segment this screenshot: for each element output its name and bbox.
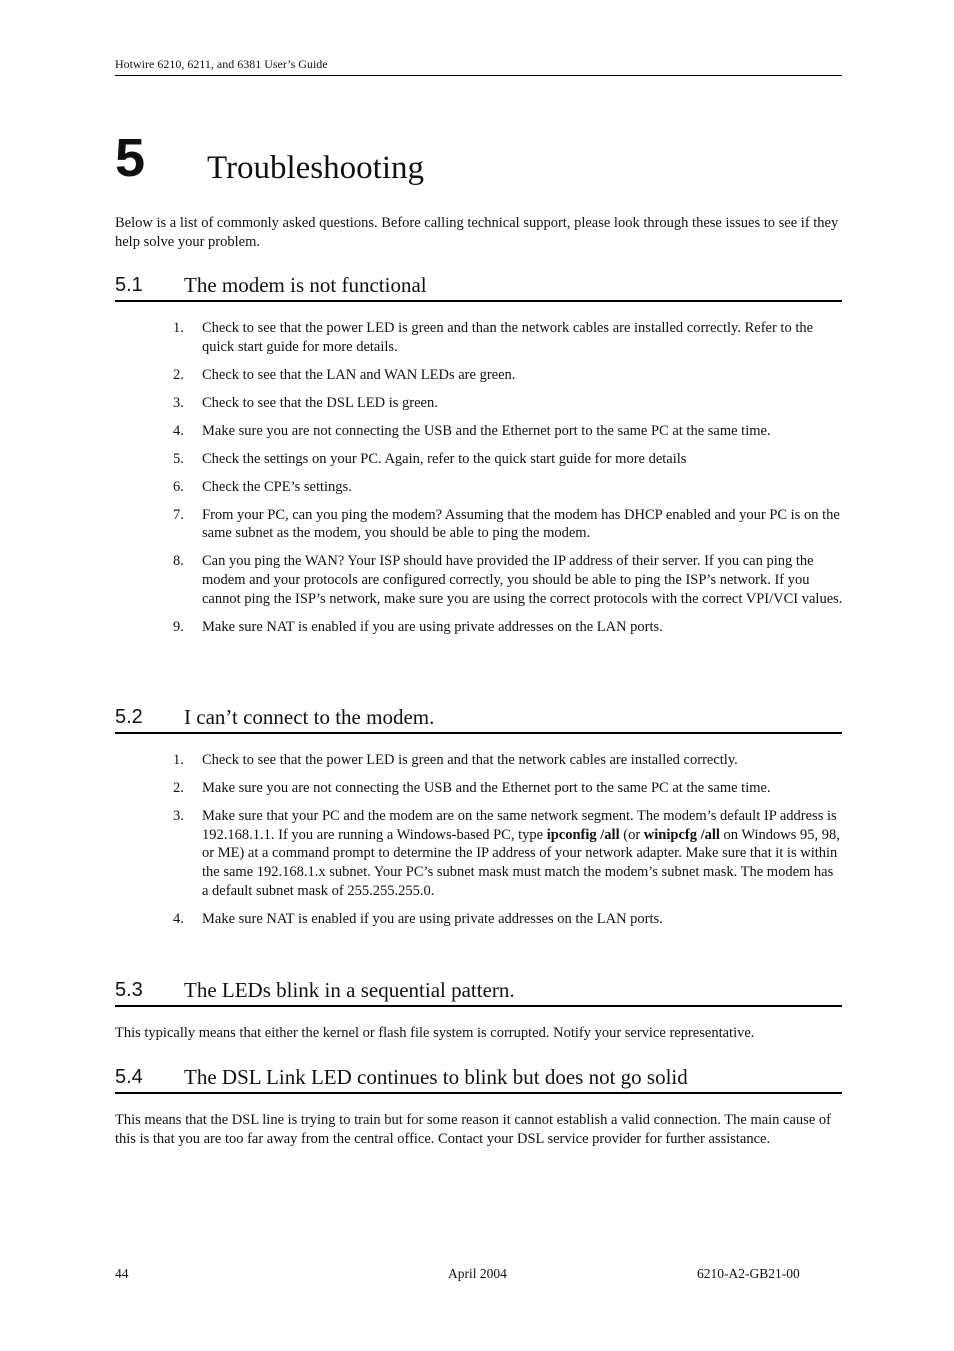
list-item-number: 3. (173, 394, 184, 411)
checklist-modem-not-functional (173, 319, 843, 646)
list-item (173, 394, 843, 413)
list-item-number: 1. (173, 320, 184, 336)
list-item (173, 478, 843, 497)
chapter-title: Troubleshooting (207, 150, 424, 186)
section-number: 5.2 (115, 706, 143, 728)
list-item-text: Make sure NAT is enabled if you are using private addresses on the LAN ports. (202, 618, 663, 635)
list-item-number: 2. (173, 366, 184, 383)
section-heading-5-1 (115, 272, 842, 302)
list-item-text: Check to see that the power LED is green and that the network cables are installed correctly. (202, 752, 738, 768)
list-item-number: 7. (173, 506, 184, 523)
chapter-number: 5 (115, 128, 146, 188)
text-segment: (or (619, 826, 644, 843)
list-item-number: 2. (173, 780, 184, 796)
checklist-cant-connect (173, 751, 843, 938)
section-title: The LEDs blink in a sequential pattern. (184, 978, 515, 1002)
footer-document-id: 6210-A2-GB21-00 (697, 1266, 800, 1281)
section-heading-5-3 (115, 977, 842, 1007)
intro-paragraph: Below is a list of commonly asked questions. Before calling technical support, please look through these issues to see if they help solve your problem. (115, 215, 839, 250)
running-header: Hotwire 6210, 6211, and 6381 User’s Guide (115, 57, 842, 76)
page-number: 44 (115, 1266, 129, 1281)
text-segment: Make sure that your PC and the modem are on the same network segment. The modem’s default IP address is 192.168.1.1. If you are running a Windows-based PC, type (202, 808, 837, 843)
list-item-text: From your PC, can you ping the modem? Assuming that the modem has DHCP enabled and your PC is on the same subnet as the modem, you should be able to ping the modem. (202, 506, 840, 542)
list-item-number: 9. (173, 618, 184, 635)
list-item-number: 3. (173, 808, 184, 824)
list-item-text: Check the CPE’s settings. (202, 478, 352, 495)
list-item (173, 506, 843, 543)
section-number: 5.3 (115, 979, 143, 1001)
list-item-text: Make sure you are not connecting the USB and the Ethernet port to the same PC at the same time. (202, 780, 771, 796)
list-item (173, 422, 843, 441)
list-item-number: 6. (173, 478, 184, 495)
list-item-number: 1. (173, 752, 184, 768)
list-item-text: Check to see that the DSL LED is green. (202, 394, 438, 411)
list-item (173, 779, 843, 798)
list-item-number: 4. (173, 422, 184, 439)
list-item (173, 366, 843, 385)
list-item-text: Make sure you are not connecting the USB and the Ethernet port to the same PC at the same time. (202, 422, 771, 439)
section-heading-5-4 (115, 1064, 842, 1094)
list-item-text (202, 808, 840, 899)
command-winipcfg: winipcfg /all (643, 826, 720, 843)
list-item-text: Check to see that the LAN and WAN LEDs are green. (202, 366, 516, 383)
list-item-number: 8. (173, 553, 184, 570)
list-item-text: Can you ping the WAN? Your ISP should have provided the IP address of their server. If you can ping the modem and your protocols are configured correctly, you should be able to ping the ISP’s network. If you cannot ping the ISP’s network, make sure you are using the correct protocols with the correct VPI/VCI values. (202, 553, 843, 607)
list-item-text: Check to see that the power LED is green and than the network cables are installed correctly. Refer to the quick start guide for more details. (202, 320, 814, 355)
list-item-text: Make sure NAT is enabled if you are using private addresses on the LAN ports. (202, 910, 663, 927)
list-item (173, 910, 843, 929)
list-item (173, 751, 843, 770)
section-number: 5.1 (115, 274, 143, 296)
list-item-number: 5. (173, 450, 184, 467)
section-title: The DSL Link LED continues to blink but does not go solid (184, 1065, 688, 1089)
list-item (173, 807, 843, 901)
list-item (173, 450, 843, 469)
command-ipconfig: ipconfig /all (546, 826, 620, 843)
section-body-5-3: This typically means that either the kernel or flash file system is corrupted. Notify your service representative. (115, 1025, 755, 1041)
list-item (173, 319, 843, 356)
list-item (173, 552, 843, 608)
list-item-number: 4. (173, 910, 184, 927)
list-item-text: Check the settings on your PC. Again, refer to the quick start guide for more details (202, 450, 687, 467)
section-title: The modem is not functional (184, 273, 427, 297)
chapter-heading (115, 128, 842, 188)
section-title: I can’t connect to the modem. (184, 705, 435, 729)
footer-date: April 2004 (448, 1266, 507, 1281)
list-item (173, 618, 843, 637)
section-heading-5-2 (115, 704, 842, 734)
text-segment: on Windows 95, 98, or ME) at a command prompt to determine the IP address of your network adapter. Make sure that it is within the same 192.168.1.x subnet. Your PC’s subnet mask must match the modem’s subnet mask. The modem has a default subnet mask of 255.255.255.0. (202, 826, 840, 899)
section-number: 5.4 (115, 1066, 143, 1088)
section-body-5-4: This means that the DSL line is trying to train but for some reason it cannot establish a valid connection. The main cause of this is that you are too far away from the central office. Contact your DSL service provider for further assistance. (115, 1112, 831, 1147)
